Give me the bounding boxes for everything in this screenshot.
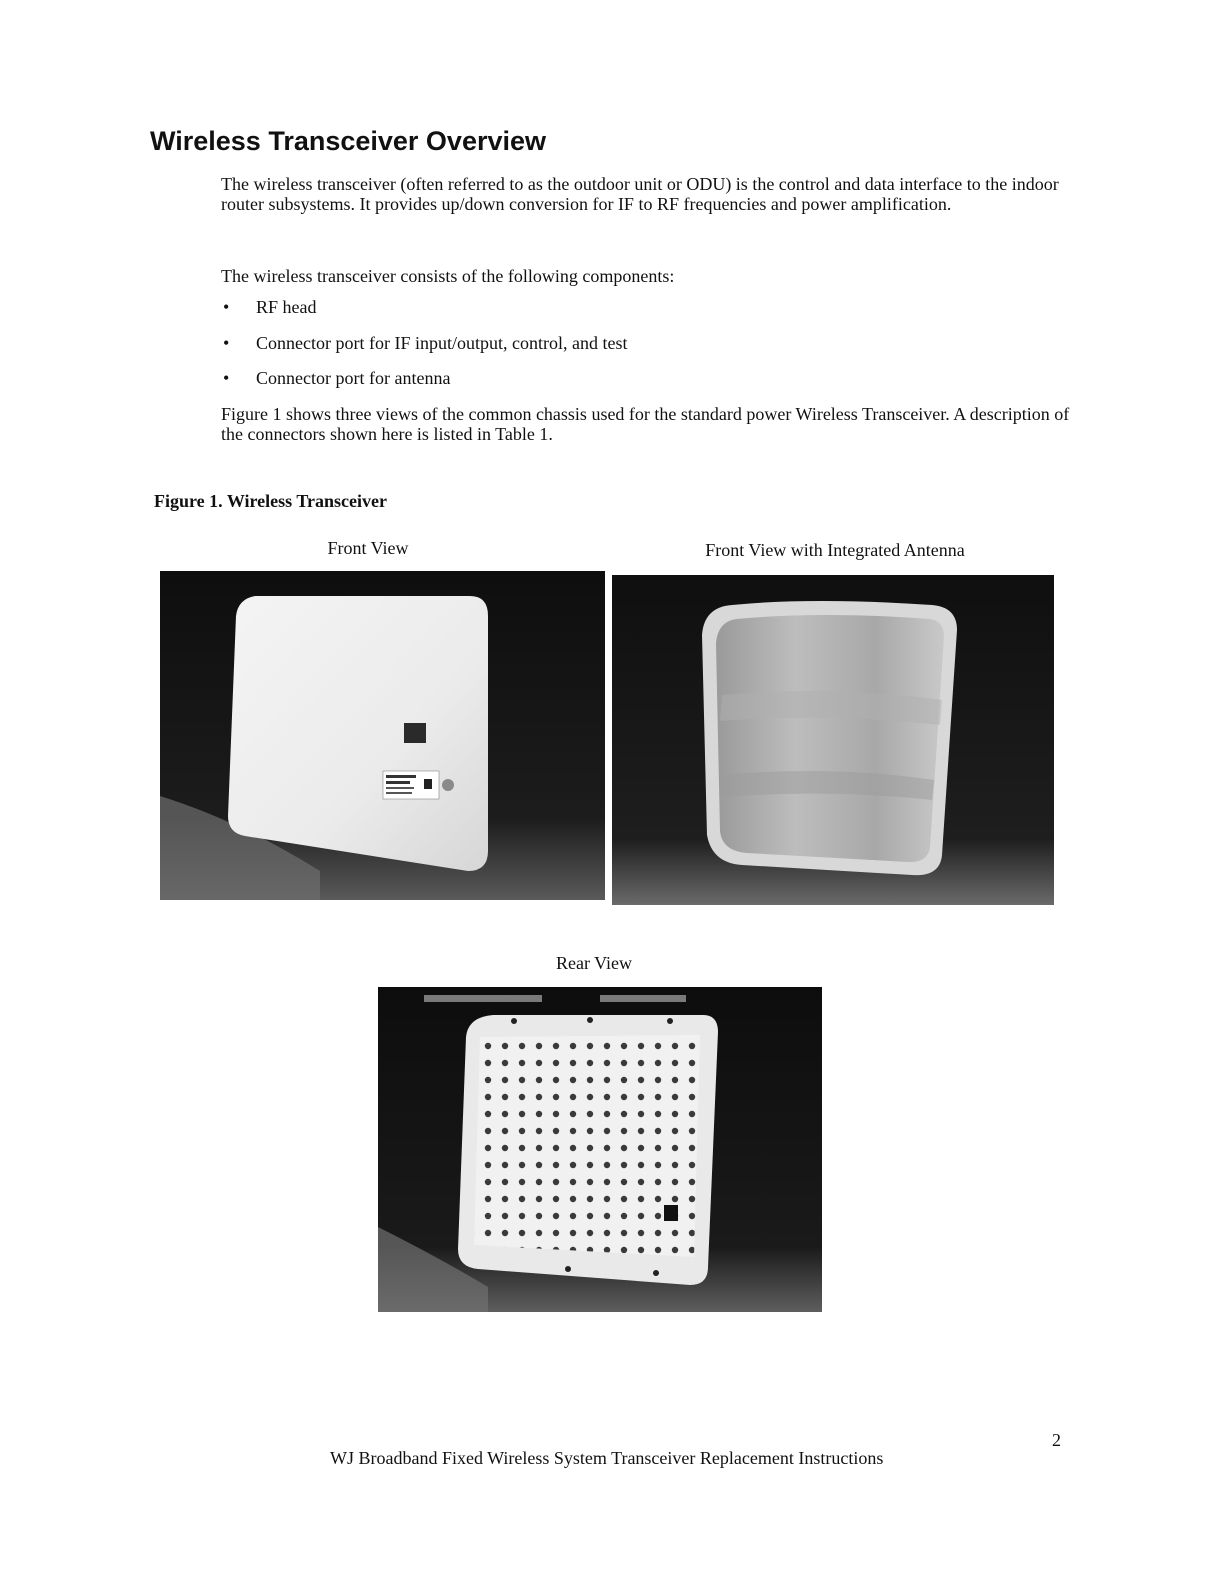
rear-view-photo — [378, 987, 822, 1312]
front-view-illustration — [160, 571, 605, 900]
front-view-caption: Front View — [327, 538, 409, 558]
figure-reference-paragraph: Figure 1 shows three views of the common chassis used for the standard power Wireless Transceiver. A description of the connectors shown here is listed in Table 1. — [221, 404, 1070, 444]
figure-title: Figure 1. Wireless Transceiver — [154, 491, 387, 511]
component-list — [221, 297, 627, 404]
page-number: 2 — [1052, 1430, 1061, 1450]
rear-view-illustration — [378, 987, 822, 1312]
components-lead-paragraph: The wireless transceiver consists of the following components: — [221, 266, 675, 286]
page-footer: WJ Broadband Fixed Wireless System Transceiver Replacement Instructions — [330, 1448, 884, 1468]
front-antenna-view-caption: Front View with Integrated Antenna — [705, 540, 965, 560]
front-antenna-view-illustration — [612, 575, 1054, 905]
section-heading: Wireless Transceiver Overview — [150, 126, 547, 156]
component-list-item: • Connector port for IF input/output, control, and test — [221, 333, 627, 369]
component-list-item: • Connector port for antenna — [221, 368, 627, 404]
front-antenna-view-photo — [612, 575, 1054, 905]
front-view-photo — [160, 571, 605, 900]
intro-paragraph: The wireless transceiver (often referred to as the outdoor unit or ODU) is the control and data interface to the indoor router subsystems. It provides up/down conversion for IF to RF frequencies and power amplification. — [221, 174, 1059, 214]
rear-view-caption: Rear View — [555, 953, 633, 973]
component-list-item: • RF head — [221, 297, 627, 333]
